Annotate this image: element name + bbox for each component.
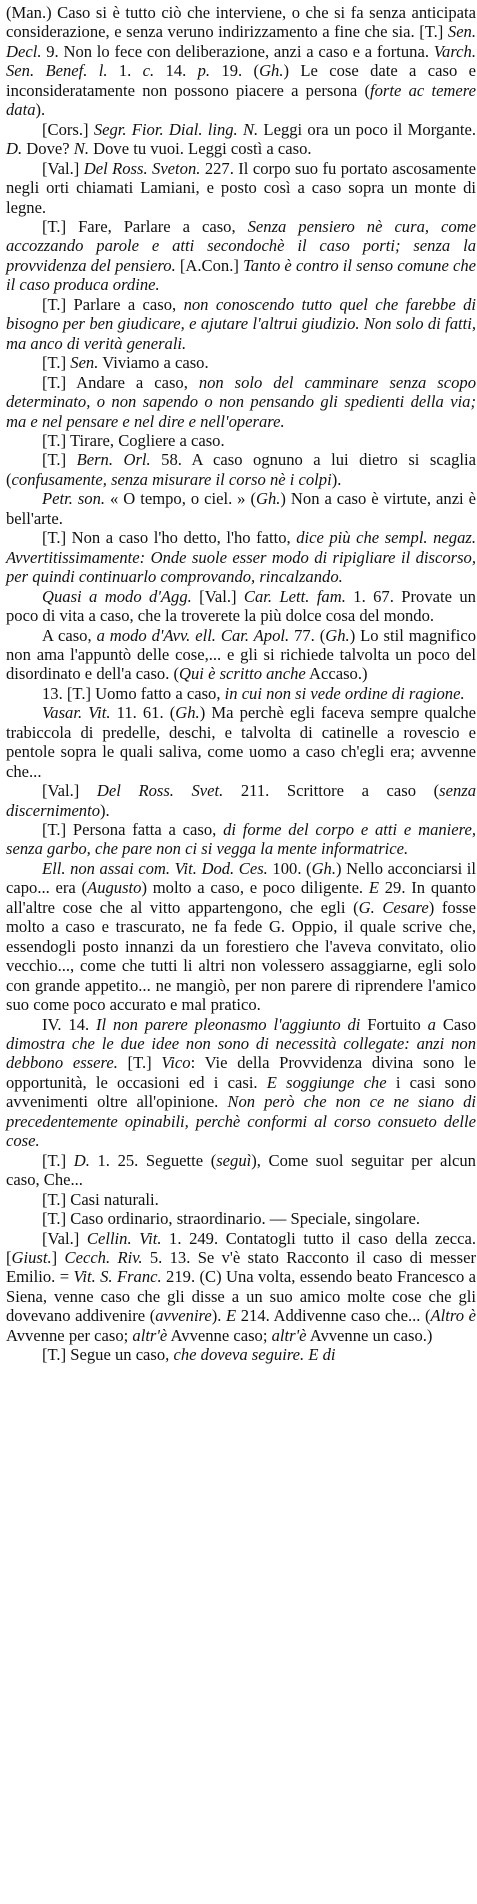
italic-text: dimostra che le due idee non sono di necessità collegate: anzi non debbono essere.: [6, 1034, 476, 1073]
entry-paragraph: [6, 1345, 476, 1364]
text-run: Avvenne caso;: [167, 1325, 272, 1345]
text-run: ) Le cose date a caso e inconsideratamente non possono piacere a persona (: [6, 61, 476, 100]
text-run: 13. [T.] Uomo fatto a caso,: [42, 683, 225, 703]
italic-text: p.: [197, 61, 211, 81]
text-run: ) fosse molto a caso e trascurato, ne fa fede G. Oppio, il quale scrive che, essendogli posto innanzi da un forestiero che l'aveva convitato, olio vecchio..., come che tutti li altri non volessero assaggiarne, egli solo con grande appetito... ne mangiò, per non parere di riprendere l'amico suo come poco accurato e mal pratico.: [6, 897, 476, 1015]
text-run: [T.]: [42, 1150, 74, 1170]
italic-text: Gh.: [175, 703, 200, 723]
entry-paragraph: [6, 781, 476, 820]
italic-text: Vit. S. Franc.: [73, 1267, 162, 1287]
italic-text: non solo del camminare senza scopo determinato, o non sapendo o non pensando gli spedienti della via; ma e nel pensare e nel dire e nell'operare.: [6, 372, 476, 431]
italic-text: Del Ross. Sveton.: [83, 158, 201, 178]
italic-text: Sen. Decl.: [6, 22, 476, 61]
text-run: ), Come suol seguitar per alcun caso, Che...: [6, 1150, 476, 1190]
text-run: ) molto a caso, e poco diligente.: [141, 878, 369, 898]
entry-paragraph: [6, 120, 476, 159]
text-run: [T.] Non a caso l'ho detto, l'ho fatto,: [42, 528, 297, 548]
text-run: 227. Il corpo suo fu portato ascosamente negli orti chiamati Lamiani, e posto così a caso sopra un monte di legne.: [6, 158, 476, 217]
text-run: [T.]: [42, 353, 71, 373]
entry-paragraph: [6, 626, 476, 684]
italic-text: Bern. Orl.: [76, 450, 151, 470]
text-run: Leggi ora un poco il Morgante.: [258, 119, 477, 139]
italic-text: Cellin. Vit.: [86, 1228, 162, 1248]
entry-paragraph: [6, 1151, 476, 1190]
italic-text: senza discernimento: [6, 781, 477, 820]
text-run: [Val.]: [191, 586, 244, 606]
italic-text: D.: [6, 139, 23, 159]
italic-text: Tanto è contro il senso comune che il caso produca ordine.: [6, 255, 476, 295]
italic-text: avvenire: [155, 1306, 212, 1326]
text-run: [T.] Tirare, Cogliere a caso.: [42, 430, 225, 450]
italic-text: N.: [73, 139, 89, 159]
entry-paragraph: [6, 450, 476, 489]
text-run: [Cors.]: [42, 119, 94, 139]
text-run: ]: [51, 1248, 65, 1267]
italic-text: di forme del corpo e atti e maniere, senza garbo, che pare non ci si vegga la mente informatrice.: [6, 820, 476, 859]
italic-text: E soggiunge che: [266, 1072, 387, 1092]
text-run: [Val.]: [42, 781, 97, 801]
text-run: : Vie della Provvidenza divina sono le opportunità, le occasioni ed i casi.: [6, 1053, 477, 1092]
text-run: [T.] Fare, Parlare a caso,: [42, 216, 248, 236]
italic-text: Del Ross. Svet.: [96, 781, 224, 801]
entry-paragraph: [6, 489, 476, 528]
text-run: 100. (: [267, 858, 312, 878]
entry-paragraph: [6, 373, 476, 431]
italic-text: Cecch. Riv.: [64, 1248, 143, 1267]
entry-paragraph: [6, 684, 476, 703]
italic-text: Il non parere pleonasmo l'aggiunto di: [96, 1014, 361, 1034]
italic-text: c.: [142, 61, 155, 81]
italic-text: altr'è: [132, 1325, 168, 1345]
text-run: 219. (C) Una volta, essendo beato Francesco a Siena, venne caso che gli disse a un suo amico molte cose che gli dovevano addivenire (: [6, 1267, 477, 1326]
text-run: 1. 25. Seguette (: [89, 1150, 217, 1170]
text-run: 29. In quanto all'altre cose che al vitto appartengono, che egli (: [6, 878, 476, 917]
text-run: 77. (: [289, 625, 326, 645]
italic-text: G. Cesare: [358, 897, 429, 917]
entry-paragraph: [6, 159, 476, 217]
italic-text: Sen.: [70, 353, 99, 373]
text-run: [T.] Caso ordinario, straordinario. — Speciale, singolare.: [42, 1209, 421, 1229]
italic-text: a: [427, 1014, 436, 1034]
italic-text: che doveva seguire. E di: [173, 1345, 336, 1365]
text-run: 11. 61. (: [110, 703, 176, 723]
text-run: ).: [35, 100, 46, 120]
italic-text: in cui non si vede ordine di ragione.: [224, 683, 465, 703]
text-run: 5. 13. Se v'è stato Racconto il caso di messer Emilio. =: [6, 1248, 476, 1287]
italic-text: Qui è scritto anche: [179, 664, 306, 684]
text-run: [T.]: [42, 450, 77, 470]
entry-paragraph: [6, 820, 476, 859]
italic-text: Quasi a modo d'Agg.: [42, 586, 192, 606]
text-run: Viviamo a caso.: [98, 353, 209, 373]
text-run: [Val.]: [42, 158, 84, 178]
italic-text: Gh.: [325, 625, 350, 645]
text-run: Fortuito: [360, 1014, 428, 1034]
italic-text: D.: [73, 1150, 90, 1170]
text-run: ).: [100, 800, 110, 820]
text-run: 9. Non lo fece con deliberazione, anzi a caso e a fortuna.: [41, 41, 434, 61]
text-run: 14.: [154, 61, 198, 81]
text-run: ) Ma perchè egli faceva sempre qualche trabiccola di predelle, deschi, e talvolta di catinelle a rovescio e pentole sopra le quali saliva, come uomo a caso ch'egli era; avvenne che...: [6, 703, 476, 781]
entry-paragraph: [6, 295, 476, 353]
text-run: Dove?: [22, 139, 74, 159]
entry-paragraph: [6, 1209, 476, 1228]
italic-text: Car. Lett. fam.: [243, 586, 346, 606]
entry-paragraph: [6, 587, 476, 626]
italic-text: E: [226, 1306, 237, 1326]
text-run: 1.: [107, 61, 143, 81]
text-run: [Val.]: [42, 1228, 87, 1248]
italic-text: E: [368, 878, 379, 898]
italic-text: Ell. non assai com. Vit. Dod. Ces.: [42, 858, 268, 878]
italic-text: Giust.: [11, 1248, 52, 1267]
italic-text: Gh.: [311, 858, 337, 878]
italic-text: Segr. Fior. Dial. ling. N.: [93, 119, 259, 139]
text-run: 19. (: [210, 61, 260, 81]
text-run: Avvenne un caso.): [306, 1325, 433, 1345]
text-run: ) Nello acconciarsi il capo... era (: [6, 858, 476, 898]
italic-text: Augusto: [87, 878, 142, 898]
text-run: 214. Addivenne caso che... (: [236, 1306, 431, 1326]
text-run: i casi sono avvenimenti oltre all'opinione.: [6, 1072, 477, 1112]
entry-paragraph: [6, 859, 476, 1015]
text-run: 58. A caso ognuno a lui dietro si scaglia (: [6, 450, 476, 489]
text-run: 1. 249. Contatogli tutto il caso della zecca. [: [6, 1228, 476, 1267]
text-run: A caso,: [42, 625, 97, 645]
entry-paragraph: [6, 431, 476, 450]
text-run: ).: [331, 469, 342, 489]
text-run: Caso: [435, 1014, 476, 1034]
italic-text: Vasar. Vit.: [42, 703, 111, 723]
italic-text: seguì: [216, 1150, 252, 1170]
entry-paragraph: [6, 353, 476, 372]
text-run: ).: [211, 1306, 227, 1326]
text-run: ) Non a caso è virtute, anzi è bell'arte.: [6, 489, 476, 528]
text-run: [T.] Parlare a caso,: [42, 294, 184, 314]
entry-paragraph: [6, 703, 476, 781]
entry-paragraph: [6, 3, 476, 120]
entry-paragraph: [6, 528, 476, 586]
entry-paragraph: [6, 1229, 476, 1346]
italic-text: forte ac temere data: [6, 80, 476, 120]
text-run: IV. 14.: [42, 1014, 97, 1034]
text-run: « O tempo, o ciel. » (: [105, 489, 256, 509]
dictionary-page-text: [6, 3, 476, 1365]
entry-paragraph: [6, 217, 476, 295]
text-run: 1. 67. Provate un poco di vita a caso, che la troverete la più dolce cosa del mondo.: [6, 586, 476, 626]
italic-text: Senza pensiero nè cura, come accozzando parole e atti secondochè il caso porti; senza la provvidenza del pensiero.: [6, 216, 476, 275]
text-run: [T.]: [117, 1053, 162, 1073]
text-run: [T.] Andare a caso,: [42, 372, 199, 392]
italic-text: Varch. Sen. Benef. l.: [6, 41, 476, 81]
italic-text: Vico: [161, 1053, 191, 1073]
text-run: Dove tu vuoi. Leggi costì a caso.: [88, 139, 312, 159]
text-run: ) Lo stil magnifico non ama l'appuntò delle cose,... e gli si richiede talvolta un poco del disordinato e dell'a caso. (: [6, 625, 477, 684]
text-run: [A.Con.]: [175, 255, 244, 275]
italic-text: Gh.: [255, 489, 281, 509]
italic-text: non conoscendo tutto quel che farebbe di bisogno per ben giudicare, e ajutare l'altrui giudizio. Non solo di fatti, ma anco di verità generali.: [6, 294, 476, 353]
text-run: 211. Scrittore a caso (: [223, 781, 440, 801]
italic-text: Non però che non ce ne siano di precedentemente opinabili, perchè conformi al corso consueto delle cose.: [6, 1092, 477, 1151]
text-run: [T.] Casi naturali.: [42, 1189, 159, 1209]
entry-paragraph: [6, 1015, 476, 1151]
italic-text: altr'è: [271, 1325, 307, 1345]
italic-text: a modo d'Avv. ell. Car. Apol.: [96, 625, 290, 645]
italic-text: Petr. son.: [42, 489, 106, 509]
text-run: [T.] Persona fatta a caso,: [42, 820, 224, 840]
text-run: Avvenne per caso;: [6, 1325, 133, 1345]
italic-text: Gh.: [259, 61, 284, 81]
text-run: [T.] Segue un caso,: [42, 1345, 174, 1365]
italic-text: dice più che sempl. negaz. Avvertitissimamente: Onde suole esser modo di ripigliare il discorso, per quindi continuarlo comprovando, rincalzando.: [6, 528, 476, 587]
text-run: Accaso.): [305, 664, 368, 684]
entry-paragraph: [6, 1190, 476, 1209]
text-run: (Man.) Caso si è tutto ciò che interviene, o che si fa senza anticipata considerazione, e senza veruno indirizzamento a fine che sia. [T.]: [6, 3, 476, 42]
italic-text: Altro è: [430, 1306, 476, 1326]
italic-text: confusamente, senza misurare il corso nè i colpi: [11, 469, 332, 489]
